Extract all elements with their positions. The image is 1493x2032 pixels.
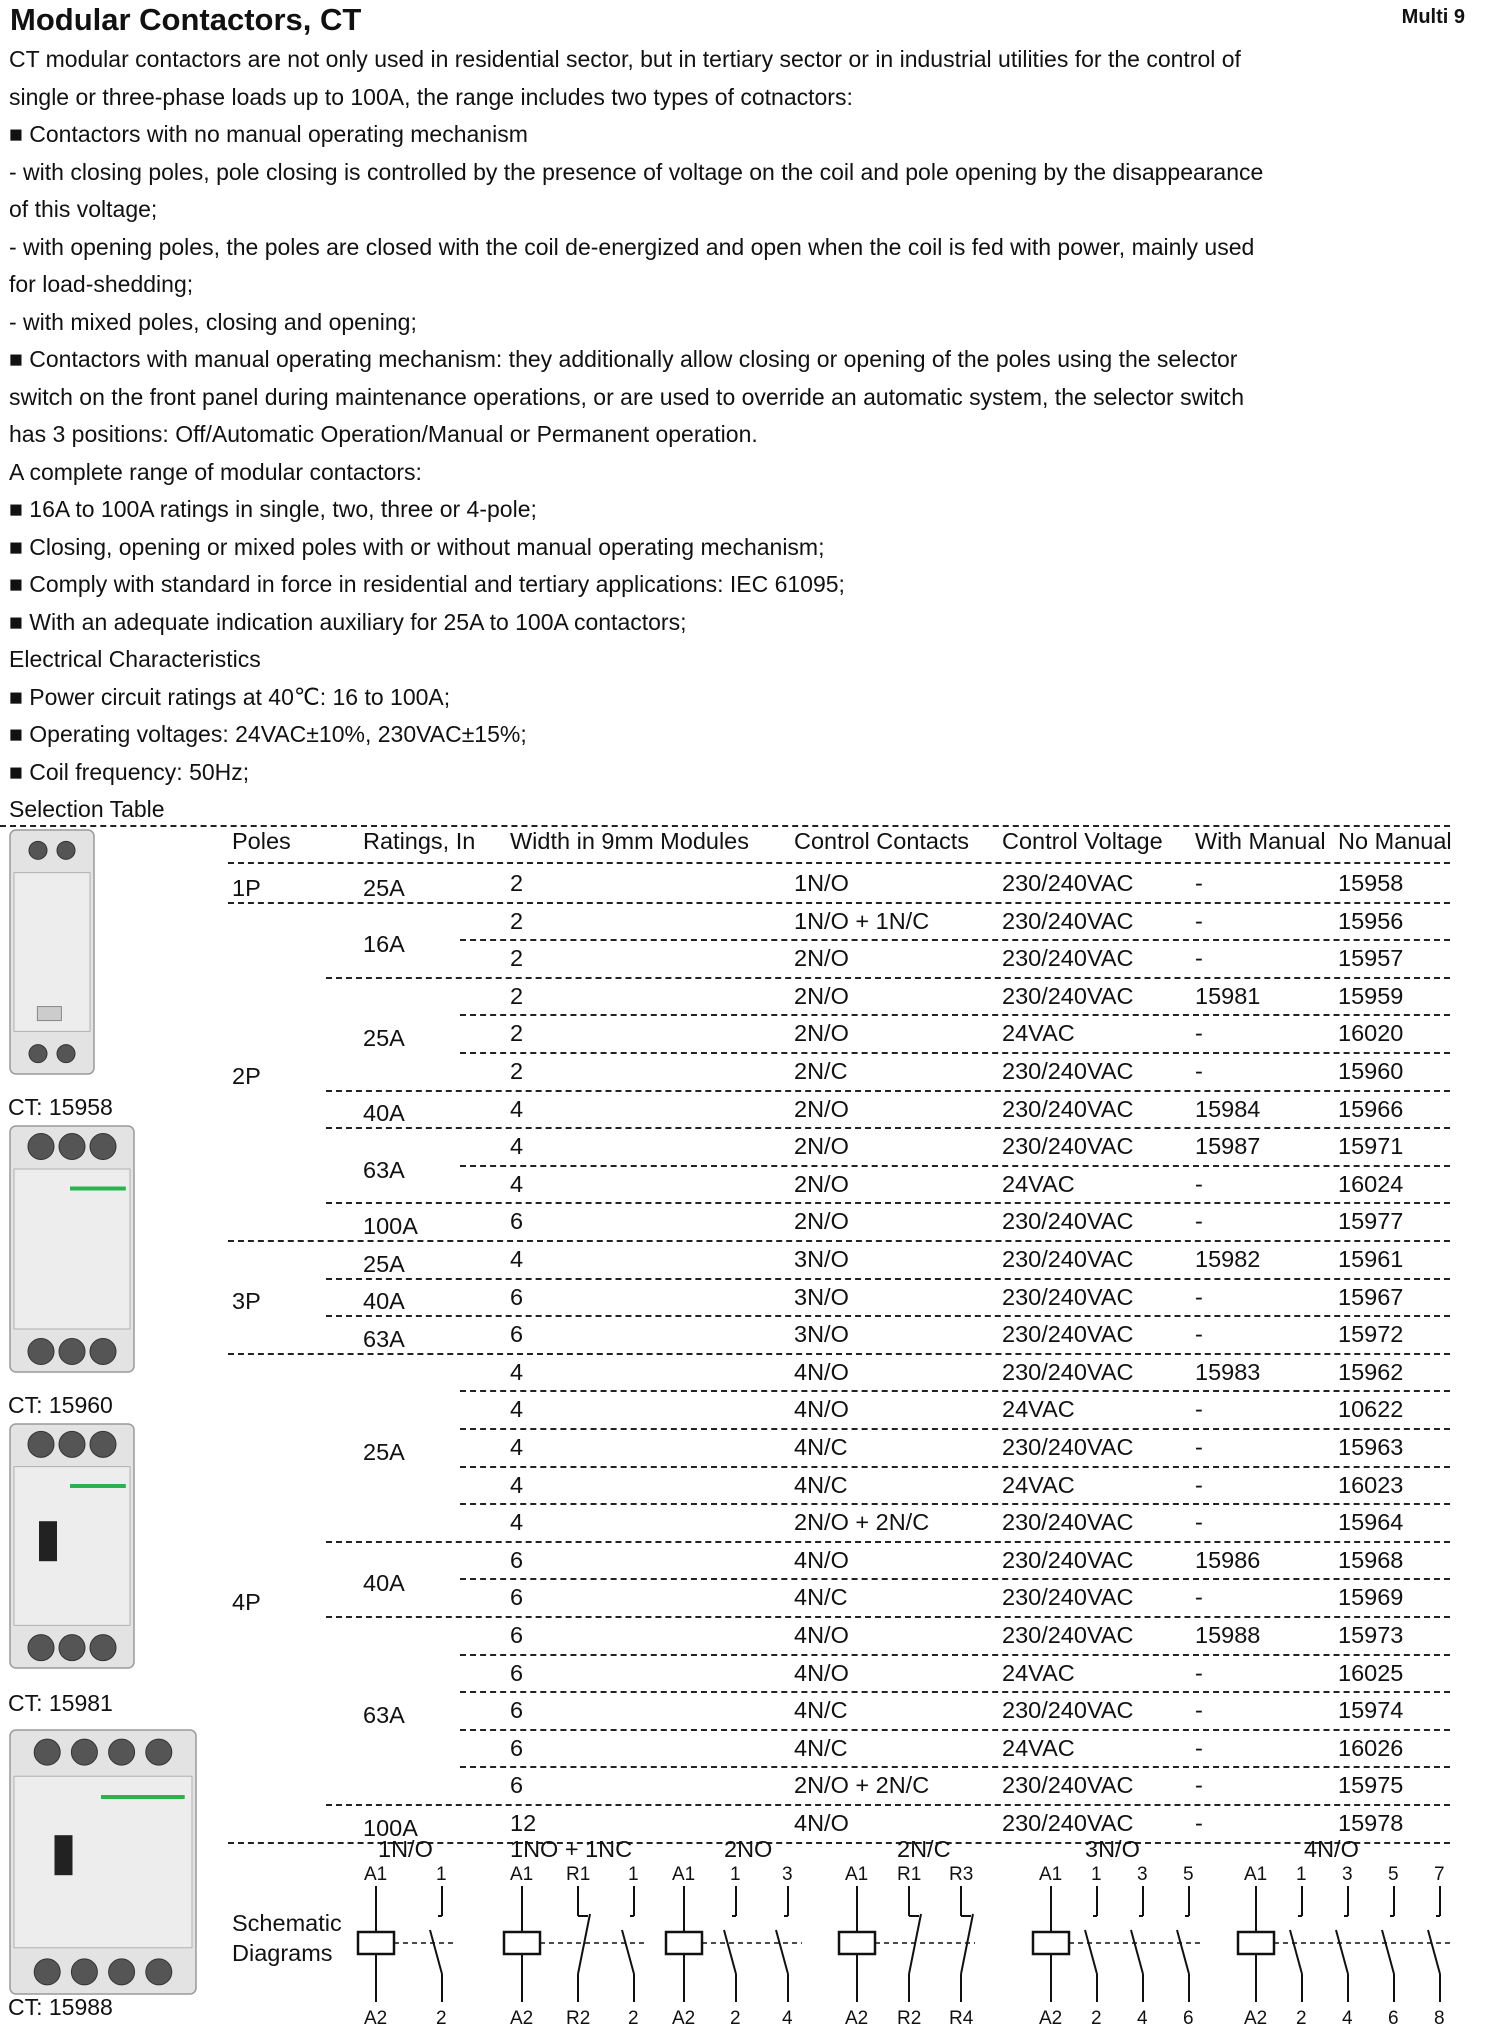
table-cell: 2N/O [794,1095,849,1122]
table-row-rule [460,1428,1450,1430]
table-row-rule [326,1127,1450,1129]
table-cell: 4 [510,1246,524,1272]
schematic-terminal-label: 5 [1183,1864,1194,1885]
schematic-diagram-icon [356,1864,462,2024]
table-cell: - [1195,1020,1203,1047]
table-cell: 1N/O [794,870,849,896]
schematic-terminal-label: 4 [1137,2008,1148,2029]
schematic-terminal-label: A1 [510,1864,534,1885]
product-caption: CT: 15960 [8,1392,113,1418]
table-cell: 12 [510,1810,537,1836]
table-row-rule [460,1654,1450,1656]
schematic-title: 1N/O [378,1836,433,1862]
table-cell: 2N/C [794,1058,848,1084]
rating-group-label: 40A [363,1570,405,1597]
table-cell: 2 [510,945,524,972]
table-row-rule [460,1466,1450,1468]
schematic-terminal-label: 1 [436,1864,447,1885]
table-cell: 15977 [1338,1208,1404,1235]
table-cell: - [1195,1471,1203,1498]
table-row-rule [326,1278,1450,1280]
schematic-terminal-label: 2 [1296,2008,1307,2029]
schematic-terminal-label: 1 [628,1864,639,1885]
intro-line: ■ Closing, opening or mixed poles with or without manual operating mechanism; [9,533,825,560]
table-row-rule [228,902,1450,904]
table-cell: 1N/O + 1N/C [794,907,930,934]
rating-group-label: 16A [363,931,405,958]
intro-line: for load-shedding; [9,271,194,297]
rating-group-label: 63A [363,1326,405,1352]
table-cell: 6 [510,1584,524,1611]
schematic-terminal-label: A2 [845,2008,869,2029]
table-cell: 4 [510,1434,524,1460]
intro-line: - with mixed poles, closing and opening; [9,308,417,335]
schematic-label-line2: Diagrams [232,1940,333,1966]
schematic-terminal-label: A2 [364,2008,388,2029]
schematic-diagrams [228,1836,1488,2032]
table-cell: 10622 [1338,1396,1404,1423]
schematic-terminal-label: 3 [782,1864,793,1885]
schematic-label [232,1908,342,1968]
table-cell: 4N/O [794,1396,849,1423]
contactor-4-module-icon [8,1124,140,1374]
schematic-title: 2NO [724,1836,773,1862]
table-cell: 2 [510,1058,524,1084]
schematic-terminal-label: 3 [1342,1864,1353,1885]
brand-label: Multi 9 [1401,6,1465,28]
table-cell: 16025 [1338,1659,1404,1686]
table-cell: 3N/O [794,1246,849,1272]
table-cell: - [1195,1697,1203,1724]
product-caption: CT: 15988 [8,1994,113,2020]
schematic-terminal-label: A2 [1039,2008,1063,2029]
schematic-terminal-label: 6 [1183,2008,1194,2029]
table-cell: 15968 [1338,1546,1404,1573]
table-cell: 15988 [1195,1622,1261,1648]
pole-group-label: 3P [232,1288,261,1315]
table-cell: 230/240VAC [1002,870,1134,896]
table-cell: - [1195,1170,1203,1197]
table-cell: 4N/O [794,1546,849,1573]
table-cell: 6 [510,1659,524,1686]
table-cell: 230/240VAC [1002,945,1134,972]
table-cell: 15964 [1338,1509,1404,1536]
schematic-terminal-label: 6 [1388,2008,1399,2029]
schematic-terminal-label: A2 [672,2008,696,2029]
schematic-title: 1NO + 1NC [510,1836,633,1862]
table-cell: 230/240VAC [1002,1546,1134,1573]
table-cell: 15972 [1338,1321,1404,1348]
intro-line: CT modular contactors are not only used in residential sector, but in tertiary sector or in industrial utilities for the control of [9,46,1241,72]
table-row-rule [326,1202,1450,1204]
table-cell: 6 [510,1546,524,1573]
schematic-terminal-label: 2 [730,2008,741,2029]
table-cell: 16026 [1338,1734,1404,1761]
table-cell: 230/240VAC [1002,1358,1134,1385]
table-header-cell: With Manual [1195,828,1326,854]
table-cell: 2N/O + 2N/C [794,1772,930,1799]
pole-group-label: 2P [232,1062,261,1089]
table-cell: - [1195,1772,1203,1799]
intro-line: of this voltage; [9,196,158,222]
table-cell: 15982 [1195,1246,1261,1272]
table-cell: 4N/O [794,1358,849,1385]
table-cell: 15962 [1338,1358,1404,1385]
table-cell: 4N/C [794,1697,848,1724]
table-cell: 2N/O [794,1020,849,1047]
schematic-terminal-label: 1 [730,1864,741,1885]
table-cell: 230/240VAC [1002,1622,1134,1648]
table-cell: 6 [510,1734,524,1761]
schematic-title: 2N/C [897,1836,951,1862]
rating-group-label: 40A [363,1100,405,1127]
table-cell: - [1195,1321,1203,1348]
table-cell: 2 [510,1020,524,1047]
selection-table [228,828,1452,1841]
rating-group-label: 25A [363,874,405,901]
intro-line: ■ Contactors with no manual operating mechanism [9,121,528,147]
table-cell: 15974 [1338,1697,1404,1724]
schematic-terminal-label: 4 [1342,2008,1353,2029]
page-title: Modular Contactors, CT [10,2,362,37]
table-cell: 230/240VAC [1002,1584,1134,1611]
table-cell: 15981 [1195,982,1261,1009]
schematic-title: 3N/O [1085,1836,1140,1862]
schematic-terminal-label: R2 [566,2008,591,2029]
schematic-diagram-icon [1236,1864,1460,2024]
contactor-manual-icon [8,1422,140,1670]
table-cell: 15969 [1338,1584,1404,1611]
table-cell: - [1195,1509,1203,1536]
table-cell: 24VAC [1002,1170,1075,1197]
rating-group-label: 25A [363,1438,405,1465]
table-row-rule [460,1390,1450,1392]
table-cell: - [1195,1659,1203,1686]
table-cell: 15967 [1338,1283,1404,1310]
table-cell: 16020 [1338,1020,1404,1047]
table-cell: 4 [510,1471,524,1498]
table-row-rule [228,1240,1450,1242]
intro-line: ■ Contactors with manual operating mechanism: they additionally allow closing or opening of the poles using the selector [9,346,1238,372]
table-cell: 15960 [1338,1058,1404,1084]
intro-line: switch on the front panel during maintenance operations, or are used to override an automatic system, the selector switch [9,383,1244,410]
table-cell: 3N/O [794,1321,849,1348]
table-cell: 230/240VAC [1002,1321,1134,1348]
schematic-terminal-label: R1 [897,1864,922,1885]
table-row-rule [326,1090,1450,1092]
table-row-rule [460,1052,1450,1054]
schematic-terminal-label: R1 [566,1864,591,1885]
schematic-terminal-label: 4 [782,2008,793,2029]
rating-group-label: 40A [363,1288,405,1315]
table-cell: 230/240VAC [1002,1095,1134,1122]
table-cell: 6 [510,1697,524,1724]
table-cell: - [1195,1810,1203,1836]
rating-group-label: 63A [363,1702,405,1728]
table-cell: - [1195,870,1203,896]
table-row-rule [326,1616,1450,1618]
schematic-terminal-label: 8 [1434,2008,1445,2029]
table-cell: 230/240VAC [1002,1283,1134,1310]
table-cell: - [1195,1734,1203,1761]
table-cell: - [1195,1584,1203,1611]
table-cell: 4 [510,1170,524,1197]
schematic-terminal-label: A1 [364,1864,388,1885]
table-row-rule [326,1804,1450,1806]
rating-group-label: 100A [363,1814,418,1841]
schematic-diagram-icon [1031,1864,1209,2024]
schematic-diagram-icon [837,1864,981,2024]
table-cell: 24VAC [1002,1396,1075,1423]
table-cell: 230/240VAC [1002,982,1134,1009]
table-cell: 15957 [1338,945,1404,972]
table-header-cell: Control Contacts [794,828,970,854]
table-cell: 15978 [1338,1810,1404,1836]
schematic-terminal-label: A1 [1244,1864,1268,1885]
table-cell: 6 [510,1208,524,1235]
intro-line: ■ Operating voltages: 24VAC±10%, 230VAC±15%; [9,721,527,747]
table-cell: 2N/O [794,982,849,1009]
table-cell: 15987 [1195,1133,1261,1160]
table-header-cell: Width in 9mm Modules [510,828,749,854]
table-cell: 2N/O [794,1170,849,1197]
table-cell: 6 [510,1283,524,1310]
table-cell: 2 [510,982,524,1009]
table-cell: 4N/C [794,1434,848,1460]
schematic-terminal-label: 1 [1091,1864,1102,1885]
table-cell: 4 [510,1396,524,1423]
table-cell: 4 [510,1133,524,1160]
table-top-rule [0,825,1450,827]
table-row-rule [460,1691,1450,1693]
table-cell: 4N/C [794,1471,848,1498]
intro-text [9,41,1469,829]
table-cell: 6 [510,1772,524,1799]
table-cell: 4N/C [794,1734,848,1761]
table-cell: 4N/O [794,1659,849,1686]
table-cell: 15966 [1338,1095,1404,1122]
schematic-terminal-label: 3 [1137,1864,1148,1885]
table-row-rule [460,1766,1450,1768]
product-caption: CT: 15958 [8,1094,113,1120]
table-cell: 2 [510,907,524,934]
intro-line: has 3 positions: Off/Automatic Operation/Manual or Permanent operation. [9,421,758,447]
intro-line: Electrical Characteristics [9,646,261,672]
schematic-terminal-label: A1 [1039,1864,1063,1885]
table-cell: 230/240VAC [1002,1208,1134,1235]
table-header-cell: Control Voltage [1002,828,1163,854]
schematic-diagram-icon [664,1864,808,2024]
table-row-rule [460,1578,1450,1580]
intro-line: ■ Power circuit ratings at 40℃: 16 to 100A; [9,683,451,710]
schematic-terminal-label: R2 [897,2008,922,2029]
schematic-terminal-label: A1 [672,1864,696,1885]
table-cell: - [1195,1396,1203,1423]
schematic-terminal-label: 2 [436,2008,447,2029]
table-header-cell: No Manual [1338,828,1452,854]
table-cell: 2 [510,870,524,896]
intro-line: ■ Comply with standard in force in residential and tertiary applications: IEC 61095; [9,571,845,597]
table-cell: 2N/O [794,1133,849,1160]
table-cell: 4N/O [794,1810,849,1836]
table-cell: 15958 [1338,870,1404,896]
intro-line: - with opening poles, the poles are closed with the coil de-energized and open when the coil is fed with power, mainly used [9,233,1255,260]
intro-line: ■ Coil frequency: 50Hz; [9,758,250,785]
table-cell: 4N/O [794,1622,849,1648]
table-cell: - [1195,1283,1203,1310]
table-cell: 4N/C [794,1584,848,1611]
table-cell: 3N/O [794,1283,849,1310]
table-cell: 230/240VAC [1002,1434,1134,1460]
table-cell: 24VAC [1002,1734,1075,1761]
table-cell: 230/240VAC [1002,1810,1134,1836]
table-row-rule [326,1315,1450,1317]
product-caption: CT: 15981 [8,1690,113,1716]
schematic-terminal-label: 7 [1434,1864,1445,1885]
table-cell: - [1195,1058,1203,1084]
table-cell: 15984 [1195,1095,1261,1122]
table-cell: - [1195,1434,1203,1460]
table-cell: - [1195,945,1203,972]
table-cell: 2N/O + 2N/C [794,1509,930,1536]
table-header-cell: Poles [232,828,291,854]
table-row-rule [460,1503,1450,1505]
intro-line: - with closing poles, pole closing is controlled by the presence of voltage on the coil and pole opening by the disappearance [9,158,1264,185]
table-cell: 15975 [1338,1772,1404,1799]
table-cell: 4 [510,1358,524,1385]
schematic-terminal-label: 2 [628,2008,639,2029]
rating-group-label: 25A [363,1025,405,1052]
table-cell: 230/240VAC [1002,1509,1134,1536]
table-cell: 230/240VAC [1002,1772,1134,1799]
table-row-rule [460,1165,1450,1167]
pole-group-label: 1P [232,874,261,901]
table-cell: 24VAC [1002,1020,1075,1047]
table-cell: 15986 [1195,1546,1261,1573]
schematic-terminal-label: 1 [1296,1864,1307,1885]
table-cell: 15973 [1338,1622,1404,1648]
schematic-terminal-label: R4 [949,2008,974,2029]
rating-group-label: 63A [363,1156,405,1183]
table-cell: 6 [510,1622,524,1648]
table-row-rule [326,1541,1450,1543]
intro-line: A complete range of modular contactors: [9,458,422,485]
table-cell: 16024 [1338,1170,1404,1197]
schematic-terminal-label: A1 [845,1864,869,1885]
table-cell: 24VAC [1002,1659,1075,1686]
contactor-6-module-icon [8,1728,202,1996]
table-cell: 15961 [1338,1246,1404,1272]
table-cell: 16023 [1338,1471,1404,1498]
schematic-diagram-icon [502,1864,654,2024]
intro-line: ■ With an adequate indication auxiliary for 25A to 100A contactors; [9,608,687,635]
schematic-terminal-label: 5 [1388,1864,1399,1885]
table-row-rule [460,1014,1450,1016]
schematic-terminal-label: A2 [1244,2008,1268,2029]
schematic-terminal-label: R3 [949,1864,974,1885]
table-cell: - [1195,907,1203,934]
table-cell: 6 [510,1321,524,1348]
table-row-rule [460,939,1450,941]
table-cell: 230/240VAC [1002,907,1134,934]
table-header-rule [228,862,1450,864]
table-cell: - [1195,1208,1203,1235]
table-header-cell: Ratings, In [363,828,476,854]
table-row-rule [228,1353,1450,1355]
table-cell: 24VAC [1002,1471,1075,1498]
table-cell: 15983 [1195,1358,1261,1385]
schematic-label-line1: Schematic [232,1910,342,1936]
intro-line: single or three-phase loads up to 100A, the range includes two types of cotnactors: [9,83,853,110]
pole-group-label: 4P [232,1589,261,1616]
table-cell: 4 [510,1509,524,1536]
table-cell: 230/240VAC [1002,1246,1134,1272]
contactor-2-module-icon [8,828,100,1076]
schematic-terminal-label: 2 [1091,2008,1102,2029]
table-cell: 2N/O [794,945,849,972]
schematic-title: 4N/O [1304,1836,1359,1862]
table-cell: 15971 [1338,1133,1404,1160]
table-cell: 230/240VAC [1002,1697,1134,1724]
intro-line: ■ 16A to 100A ratings in single, two, three or 4-pole; [9,496,537,522]
table-cell: 4 [510,1095,524,1122]
rating-group-label: 25A [363,1250,405,1277]
table-cell: 230/240VAC [1002,1133,1134,1160]
table-cell: 230/240VAC [1002,1058,1134,1084]
table-cell: 15959 [1338,982,1404,1009]
table-cell: 15956 [1338,907,1404,934]
table-row-rule [326,977,1450,979]
schematic-terminal-label: A2 [510,2008,534,2029]
table-cell: 15963 [1338,1434,1404,1460]
intro-line: Selection Table [9,796,165,822]
rating-group-label: 100A [363,1213,418,1240]
table-row-rule [460,1729,1450,1731]
product-images [0,822,226,2032]
table-cell: 2N/O [794,1208,849,1235]
